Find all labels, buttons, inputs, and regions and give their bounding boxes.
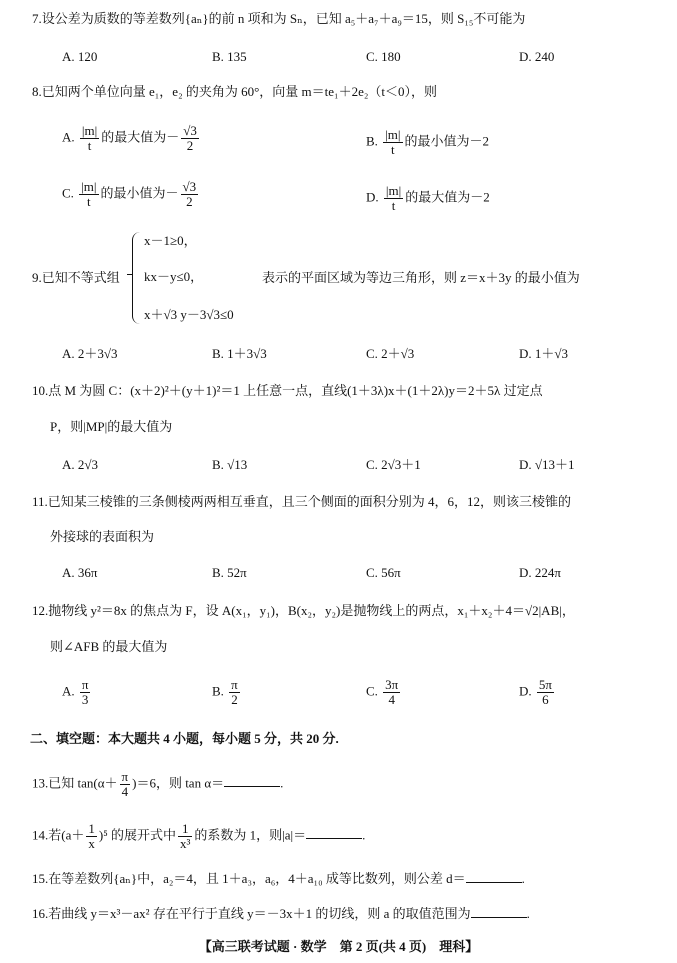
q10-option-a: A. 2√3	[62, 457, 99, 472]
q10-line1: 10.点 M 为圆 C：(x＋2)²＋(y＋1)²＝1 上任意一点，直线(1＋3λ)x＋(1＋2λ)y＝2＋5λ 过定点	[32, 383, 543, 398]
q12-fraction: $\frac{\pi}{2}$	[231, 677, 238, 707]
q8-option-a-text: 的最大值为－	[101, 129, 180, 145]
q12-option-c	[366, 678, 402, 707]
q13-fraction: $\frac{\pi}{4}$	[121, 769, 129, 799]
answer-blank[interactable]	[466, 870, 522, 883]
q8-option-b-text: 的最小值为－2	[404, 133, 490, 149]
answer-blank[interactable]	[306, 826, 362, 839]
q7-option-d: D. 240	[519, 49, 555, 64]
q12-option-c-label: C.	[366, 683, 378, 699]
q7-option-b: B. 135	[212, 49, 247, 64]
q7-option-c: C. 180	[366, 49, 401, 64]
q14-fraction: $\frac{1}{x}$	[88, 821, 95, 851]
q12-option-b	[212, 678, 242, 707]
q11-option-a: A. 36π	[62, 565, 98, 580]
q9-option-d: D. 1＋√3	[519, 346, 569, 361]
q13	[32, 770, 283, 799]
q14-fraction-2: $\frac{1}{\text{x³}}$	[179, 821, 191, 851]
q8-option-a	[62, 124, 201, 153]
q8-option-d-label: D.	[366, 189, 379, 205]
q8-option-c-label: C.	[62, 185, 74, 201]
q9-stem-prefix: 9.已知不等式组	[32, 270, 120, 285]
q11-option-d: D. 224π	[519, 565, 561, 580]
q8-fraction: $\frac{|m|}{t}$	[81, 179, 97, 209]
q11-option-b: B. 52π	[212, 565, 247, 580]
q10-option-c: C. 2√3＋1	[366, 457, 421, 472]
q8-stem: 8.已知两个单位向量 e₁，e₂ 的夹角为 60°，向量 m＝te₁＋2e₂（t＜0），则	[32, 84, 437, 99]
q9-inequality-system	[132, 232, 272, 324]
q9-inequality: x－1≥0，	[144, 233, 197, 248]
q13-post: )＝6，则 tan α＝	[132, 775, 225, 791]
q8-option-d	[366, 184, 490, 213]
q8-option-c	[62, 180, 200, 209]
page-footer: 【高三联考试题 · 数学 第 2 页(共 4 页) 理科】	[198, 939, 479, 954]
q14-post: 的系数为 1，则|a|＝	[194, 827, 307, 843]
q12-line2: 则∠AFB 的最大值为	[50, 639, 168, 654]
q8-option-a-label: A.	[62, 129, 75, 145]
q14	[32, 822, 365, 851]
q8-fraction: $\frac{|m|}{t}$	[385, 183, 402, 213]
q16-end: .	[526, 906, 530, 921]
q8-option-b	[366, 128, 489, 157]
q10-line2: P，则|MP|的最大值为	[50, 419, 173, 434]
q9-option-a: A. 2＋3√3	[62, 346, 118, 361]
q12-option-d	[519, 678, 556, 707]
q9-option-c: C. 2＋√3	[366, 346, 415, 361]
q8-value-fraction: $\frac{√3}{2}$	[182, 179, 197, 209]
answer-blank[interactable]	[224, 774, 280, 787]
q9-inequality: kx－y≤0，	[144, 269, 204, 284]
q9-option-b: B. 1＋3√3	[212, 346, 267, 361]
q8-option-b-label: B.	[366, 133, 378, 149]
q12-fraction: $\frac{\pi}{3}$	[81, 677, 89, 707]
q8-option-d-text: 的最大值为－2	[405, 189, 490, 205]
q8-fraction: $\frac{|m|}{t}$	[81, 123, 98, 153]
q11-line2: 外接球的表面积为	[50, 529, 155, 544]
q14-mid: )⁵ 的展开式中	[98, 827, 176, 843]
q12-option-b-label: B.	[212, 683, 224, 699]
q12-option-a	[62, 678, 92, 707]
q11-line1: 11.已知某三棱锥的三条侧棱两两相互垂直，且三个侧面的面积分别为 4，6，12，则该三棱锥的	[32, 494, 572, 509]
brace	[132, 232, 141, 324]
q13-pre: 13.已知 tan(α＋	[32, 775, 118, 791]
q7-option-a: A. 120	[62, 49, 98, 64]
q8-value-fraction: $\frac{√3}{2}$	[183, 123, 197, 153]
q13-end: .	[280, 775, 284, 791]
q14-pre: 14.若(a＋	[32, 827, 85, 843]
q16	[32, 905, 530, 923]
section-heading: 二、填空题：本大题共 4 小题，每小题 5 分，共 20 分.	[30, 731, 339, 746]
brace-tip	[127, 274, 132, 275]
q12-option-a-label: A.	[62, 683, 75, 699]
q9-stem-suffix: 表示的平面区域为等边三角形，则 z＝x＋3y 的最小值为	[262, 270, 580, 285]
q11-option-c: C. 56π	[366, 565, 401, 580]
q12-line1: 12.抛物线 y²＝8x 的焦点为 F，设 A(x₁，y₁)，B(x₂，y₂)是抛物线上的两点，x₁＋x₂＋4＝√2|AB|，	[32, 603, 575, 618]
q10-option-d: D. √13＋1	[519, 457, 575, 472]
answer-blank[interactable]	[471, 905, 527, 918]
q8-fraction: $\frac{|m|}{t}$	[385, 127, 401, 157]
q12-fraction: $\frac{5\pi}{6}$	[538, 677, 552, 707]
q15-text: 15.在等差数列{aₙ}中，a₂＝4，且 1＋a₃，a₆，4＋a₁₀ 成等比数列，则公差 d＝	[32, 871, 466, 886]
q16-text: 16.若曲线 y＝x³－ax² 存在平行于直线 y＝－3x＋1 的切线，则 a 的取值范围为	[32, 906, 471, 921]
q10-option-b: B. √13	[212, 457, 248, 472]
q15-end: .	[521, 871, 525, 886]
q8-option-c-text: 的最小值为－	[100, 185, 179, 201]
q12-fraction: $\frac{3\pi}{4}$	[385, 677, 399, 707]
q9-inequality: x＋√3 y－3√3≤0	[144, 307, 234, 322]
q7-stem: 7.设公差为质数的等差数列{aₙ}的前 n 项和为 Sₙ，已知 a₅＋a₇＋a₉＝15，则 S₁₅不可能为	[32, 11, 526, 26]
q14-end: .	[362, 827, 366, 843]
q15	[32, 870, 525, 888]
q12-option-d-label: D.	[519, 683, 532, 699]
